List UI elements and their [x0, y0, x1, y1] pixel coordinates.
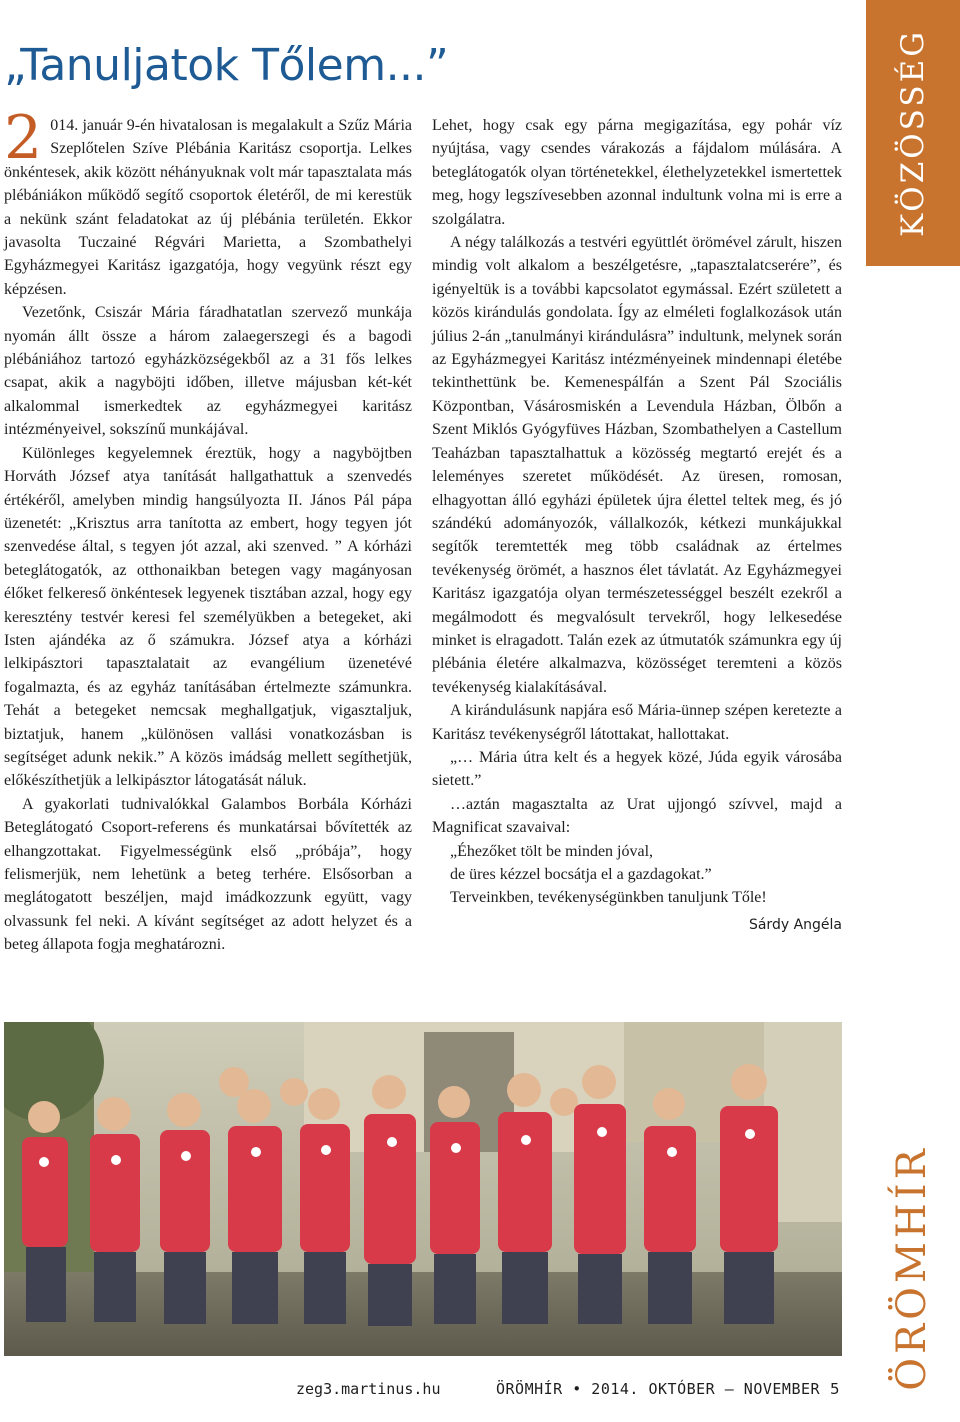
footer-url: zeg3.martinus.hu — [296, 1380, 441, 1398]
article-paragraph: A négy találkozás a testvéri együttlét örömével zárult, hiszen mindig volt alkalom a beszélgetésre, „tapasztalatcserére”, és igényeltük is a további kapcsolatot egymással. Ezért született a közös kirándulás gondolata. Így az elméleti foglalkozások után július 2-án „tanulmányi kirándulásra” indultunk, melynek során az Egyházmegyei Karitász intézményeinek mindennapi életébe tekinthettünk be. Kemenespálfán a Szent Pál Szociális Központban, Vásárosmiskén a Levendula Házban, Ölbőn a Szent Miklós Gyógyfüves Házban, Szombathelyen a Castellum Teaházban tapasztalhattuk a közösség megtartó erejét és a leleményes szeretet működését. Az üresen, romosan, elhagyottan álló egyházi épületek újra élettel teltek meg, és jó szándékú adományozók, vállalkozók, kétkezi munkájukkal segítők teremtették meg több családnak az értelmes tevékenység örömét, a hasznos élet távlatát. Az Egyházmegyei Karitász igazgatója olyan természetességgel beszélt ezekről a megálmodott és megvalósult tervekről, hogy lelkesedése minket is elragadott. Talán ezek az útmutatók számunkra egy új plébánia életére alkalmazva, közösséget teremteni a közös tevékenység kialakításával. — [432, 234, 842, 696]
footer-publication: ÖRÖMHÍR • 2014. OKTÓBER – NOVEMBER — [496, 1380, 821, 1398]
drop-cap: 2 — [4, 103, 43, 173]
closing-line: Terveinkben, tevékenységünkben tanuljunk Tőle! — [450, 889, 767, 907]
article-column-right — [432, 114, 842, 937]
section-tag: KÖZÖSSÉG — [895, 28, 931, 238]
scripture-quote: „… Mária útra kelt és a hegyek közé, Júda egyik városába sietett.” — [432, 748, 842, 790]
scripture-quote: „Éhezőket tölt be minden jóval, — [450, 842, 654, 860]
article-paragraph: Különleges kegyelemnek éreztük, hogy a nagyböjtben Horváth József atya tanítását hallgathattuk a szenvedés értékéről, amelyben mindig hangsúlyozta II. János Pál pápa üzenetét: „Krisztus arra tanította az embert, hogy tegyen jót szenvedése által, s tegyen jót azzal, aki szenved. ” A kórházi beteglátogatók, az otthonaikban betegen vagy magányosan élőket felkereső önkéntesek legyenek tisztában azzal, hogy egy keresztény testvér keresi fel személyükben a betegeket, aki Isten ajándéka az ő számukra. József atya a kórházi lelkipásztori tapasztalatait az evangélium üzenetévé fogalmazta, és az egyház tanításában értelmezte számunkra. Tehát a betegeket nemcsak meghallgatjuk, vigasztaljuk, biztatjuk, hanem „különösen vallási vonatkozásban is segítséget adunk nekik.” A közös imádság mellett segíthetjük, előkészíthetjük a lelkipásztor látogatását náluk. — [4, 444, 412, 790]
article-paragraph: Lehet, hogy csak egy párna megigazítása, egy pohár víz nyújtása, vagy csendes várakozás a fájdalom múlására. A beteglátogatók olyan történetekkel, élethelyzetekkel ismertettek meg, hogy legszívesebben azonnal indultunk volna mi is erre a szolgálatra. — [432, 117, 842, 228]
article-paragraph: 2 014. január 9-én hivatalosan is megalakult a Szűz Mária Szeplőtelen Szíve Plébánia Karitász csoportja. Lelkes önkéntesek, akik között néhányuknak volt már tapasztalata más plébániákon működő segítő csoportok életéről, de mi kerestük a nekünk szánt feladatokat az új plébánia területén. Ekkor javasolta Tuczainé Régvári Marietta, a Szombathelyi Egyházmegyei Karitász igazgatója, hogy vegyünk részt egy képzésen. — [4, 103, 412, 298]
scripture-quote: de üres kézzel bocsátja el a gazdagokat.” — [450, 866, 712, 883]
article-paragraph: Vezetőnk, Csiszár Mária fáradhatatlan szervező munkája nyomán állt össze a három zalaegerszegi és a bagodi plébániához tartozó egyházközségekből az a 31 fős lelkes csapat, akik a nagyböjti időben, illetve májusban két-két alkalommal ismerkedtek az egyházmegyei karitász intézményeivel, sokszínű munkájával. — [4, 304, 412, 439]
magazine-tag: ÖRÖMHÍR — [889, 1145, 935, 1391]
group-photo-illustration — [4, 1022, 842, 1356]
section-tab — [866, 0, 960, 266]
scripture-quote: …aztán magasztalta az Urat ujjongó szívvel, majd a Magnificat szavaival: — [432, 795, 842, 837]
page-title: „Tanuljatok Tőlem...” — [4, 40, 449, 91]
page-number: 5 — [830, 1380, 840, 1398]
author-signature: Sárdy Angéla — [748, 916, 842, 933]
article-paragraph: A gyakorlati tudnivalókkal Galambos Borbála Kórházi Beteglátogató Csoport-referens és munkatársai bővítették az elhangzottakat. Figyelmességünk első „próbája”, hogy felismerjük, nem lehetünk a beteg terhére. Elsősorban a meglátogatott beszéljen, majd imádkozzunk együtt, vagy olvassunk fel neki. A kívánt segítséget az adott helyzet és a beteg állapota fogja meghatározni. — [4, 795, 412, 954]
article-paragraph: A kirándulásunk napjára eső Mária-ünnep szépen keretezte a Karitász tevékenységről látottakat, hallottakat. — [432, 702, 842, 743]
group-photo — [4, 1022, 842, 1356]
article-column-left — [4, 103, 412, 957]
